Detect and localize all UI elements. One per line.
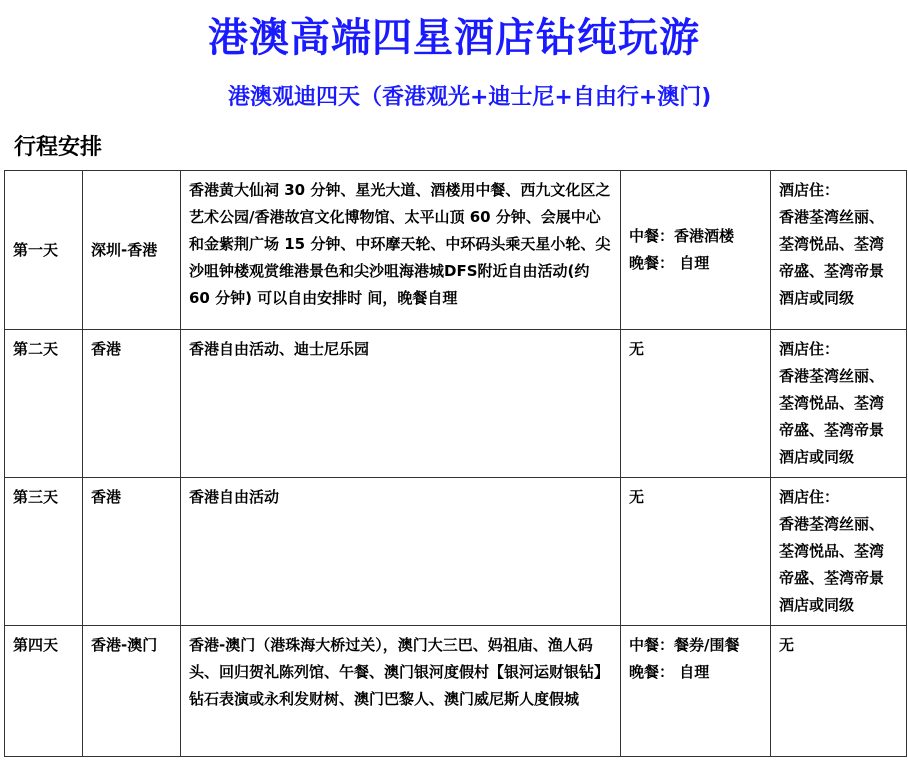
route-cell: 深圳-香港 (83, 171, 181, 330)
page-subtitle: 港澳观迪四天（香港观光+迪士尼+自由行+澳门) (228, 85, 712, 110)
meals-cell: 无 (621, 478, 771, 626)
route-cell: 香港 (83, 478, 181, 626)
itinerary-cell: 香港黄大仙祠 30 分钟、星光大道、酒楼用中餐、西九文化区之艺术公园/香港故宫文化博物馆、太平山顶 60 分钟、会展中心和金紫荆广场 15 分钟、中环摩天轮、中环码头乘天星小轮、尖沙咀钟楼观赏维港景色和尖沙咀海港城DFS附近自由活动(约 60 分钟) 可以自由安排时 间，晚餐自理 (181, 171, 621, 330)
table-row (5, 330, 907, 478)
meals-cell: 无 (621, 330, 771, 478)
section-title: 行程安排 (14, 135, 103, 160)
table-row (5, 171, 907, 330)
hotel-cell: 酒店住： 香港荃湾丝丽、荃湾悦品、荃湾帝盛、荃湾帝景酒店或同级 (771, 330, 907, 478)
itinerary-cell: 香港-澳门（港珠海大桥过关），澳门大三巴、妈祖庙、渔人码头、回归贺礼陈列馆、午餐、澳门银河度假村【银河运财银钻】钻石表演或永利发财树、澳门巴黎人、澳门威尼斯人度假城 (181, 626, 621, 757)
table-row (5, 626, 907, 757)
hotel-cell: 酒店住： 香港荃湾丝丽、荃湾悦品、荃湾帝盛、荃湾帝景酒店或同级 (771, 478, 907, 626)
table-row (5, 478, 907, 626)
day-cell: 第一天 (5, 171, 83, 330)
route-cell: 香港-澳门 (83, 626, 181, 757)
itinerary-table (4, 170, 907, 757)
itinerary-cell: 香港自由活动 (181, 478, 621, 626)
page-title: 港澳高端四星酒店钻纯玩游 (208, 15, 700, 61)
day-cell: 第四天 (5, 626, 83, 757)
meals-cell: 中餐：餐券/围餐 晚餐： 自理 (621, 626, 771, 757)
meals-cell: 中餐：香港酒楼 晚餐： 自理 (621, 171, 771, 330)
day-cell: 第三天 (5, 478, 83, 626)
day-cell: 第二天 (5, 330, 83, 478)
hotel-cell: 无 (771, 626, 907, 757)
hotel-cell: 酒店住： 香港荃湾丝丽、荃湾悦品、荃湾帝盛、荃湾帝景酒店或同级 (771, 171, 907, 330)
route-cell: 香港 (83, 330, 181, 478)
itinerary-cell: 香港自由活动、迪士尼乐园 (181, 330, 621, 478)
